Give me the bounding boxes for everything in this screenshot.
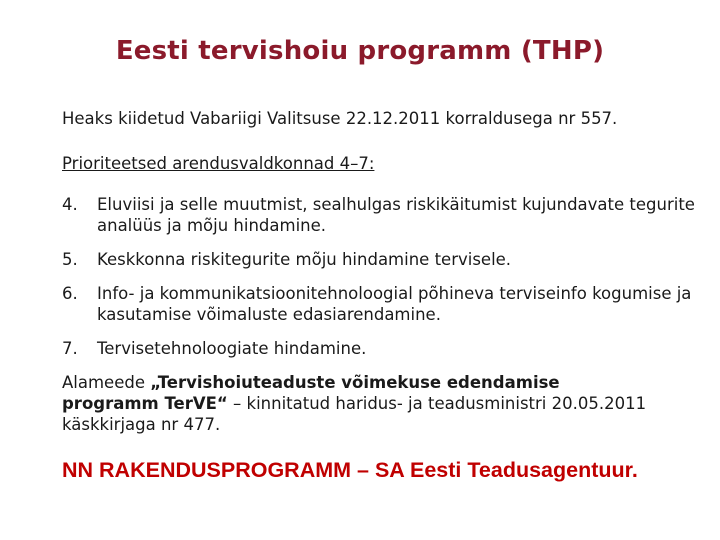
slide-title: Eesti tervishoiu programm (THP) [115,36,605,66]
list-item [62,338,702,359]
list-item-text: Eluviisi ja selle muutmist, sealhulgas riskikäitumist kujundavate tegurite analüüs ja mõju hindamine. [97,195,695,235]
list-item-number: 5. [62,250,78,269]
priorities-list [62,194,702,359]
list-item [62,249,702,270]
subprogram-paragraph [62,372,662,435]
list-item-number: 6. [62,284,78,303]
subprogram-name: „Tervishoiuteaduste võimekuse edendamise programm TerVE“ [62,373,560,413]
list-item-text: Info- ja kommunikatsioonitehnoloogial põhineva terviseinfo kogumise ja kasutamise võimaluste edasiarendamine. [97,284,692,324]
list-item-text: Keskkonna riskitegurite mõju hindamine tervisele. [97,250,512,269]
list-item-number: 7. [62,339,78,358]
approval-text: Heaks kiidetud Vabariigi Valitsuse 22.12.2011 korraldusega nr 557. [62,109,618,128]
subprogram-prefix: Alameede [62,373,151,392]
subprogram-suffix: – kinnitatud haridus- ja teadusministri 20.05.2011 käskkirjaga nr 477. [62,394,647,434]
priorities-heading: Prioriteetsed arendusvaldkonnad 4–7: [62,154,375,173]
list-item-text: Tervisetehnoloogiate hindamine. [97,339,367,358]
list-item [62,194,702,236]
implementation-program-note: NN RAKENDUSPROGRAMM – SA Eesti Teadusagentuur. [62,458,638,482]
list-item [62,283,702,325]
list-item-number: 4. [62,195,78,214]
